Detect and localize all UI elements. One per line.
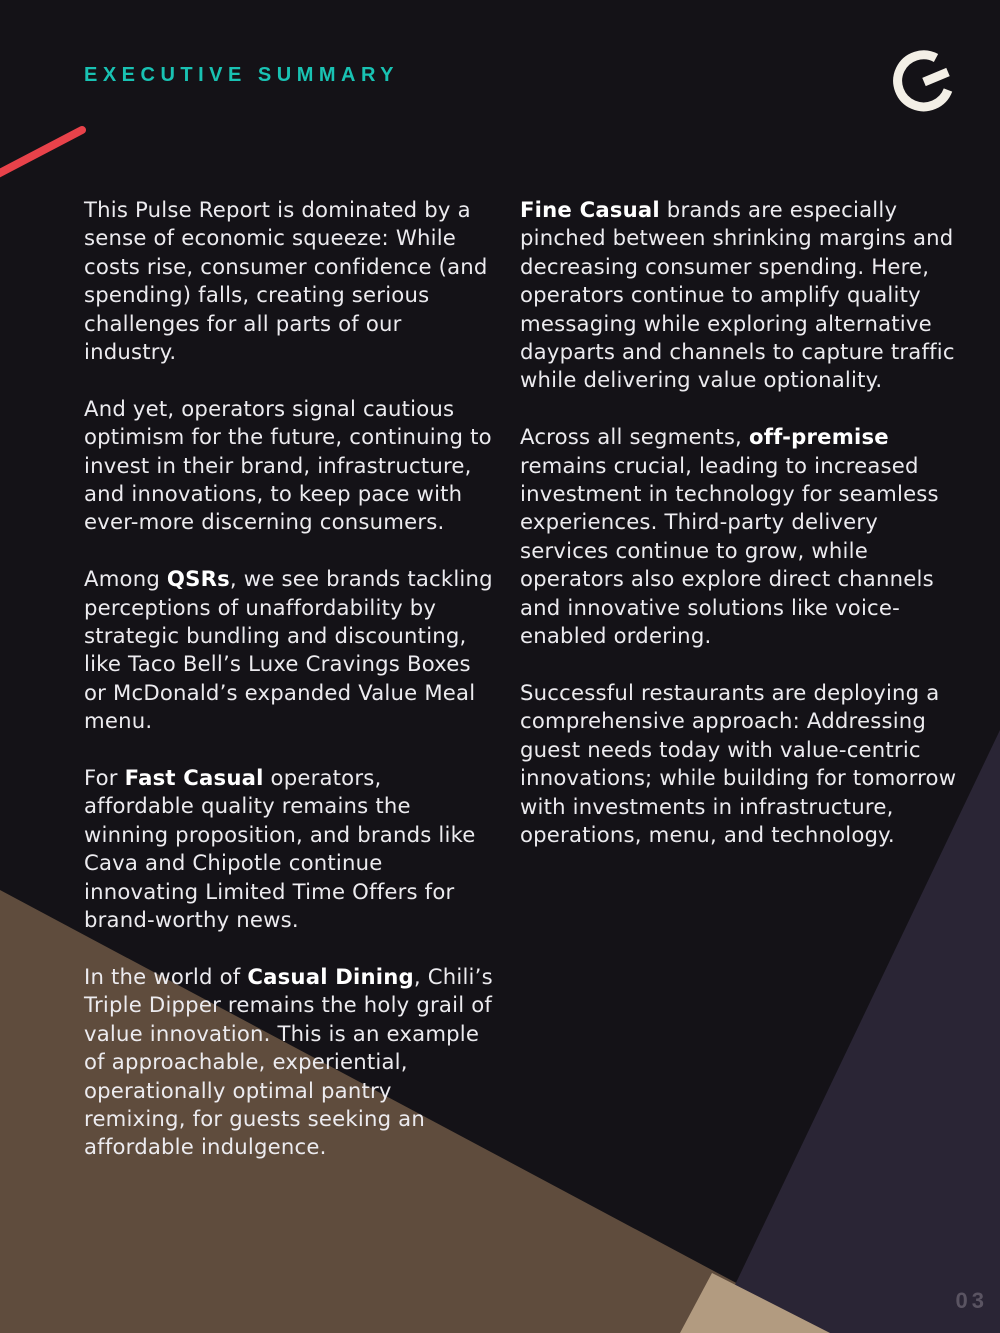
summary-paragraph <box>84 565 494 735</box>
highlighted-term: Fine Casual <box>520 197 660 222</box>
paragraph-text: For <box>84 765 125 791</box>
summary-paragraph <box>520 679 960 849</box>
paragraph-text: , we see brands tackling perceptions of unaffordability by strategic bundling and discounting, like Taco Bell’s Luxe Cravings Boxes or McDonald’s expanded Value Meal menu. <box>84 566 493 734</box>
page-number: 03 <box>955 1288 988 1313</box>
paragraph-text: And yet, operators signal cautious optimism for the future, continuing to invest in their brand, infrastructure, and innovations, to keep pace with ever-more discerning consumers. <box>84 395 492 535</box>
paragraph-text: , Chili’s Triple Dipper remains the holy grail of value innovation. This is an example of approachable, experiential, operationally optimal pantry remixing, for guests seeking an affordable indulgence. <box>84 963 493 1160</box>
highlighted-term: Fast Casual <box>124 765 264 791</box>
summary-paragraph <box>84 395 494 537</box>
summary-paragraph <box>84 963 494 1162</box>
paragraph-text: This Pulse Report is dominated by a sense of economic squeeze: While costs rise, consumer confidence (and spending) falls, creating serious challenges for all parts of our industry. <box>84 197 488 365</box>
highlighted-term: QSRs <box>166 566 230 592</box>
section-label: EXECUTIVE SUMMARY <box>84 64 400 86</box>
right-column <box>520 196 960 878</box>
paragraph-text: operators, affordable quality remains the winning proposition, and brands like Cava and Chipotle continue innovating Limited Time Offers for brand-worthy news. <box>84 765 476 933</box>
highlighted-term: off-premise <box>748 424 889 450</box>
summary-paragraph <box>520 196 960 395</box>
summary-paragraph <box>84 196 494 366</box>
paragraph-text: brands are especially pinched between shrinking margins and decreasing consumer spending. Here, operators continue to amplify quality messaging while exploring alternative dayparts and channels to capture traffic while delivering value optionality. <box>520 197 955 393</box>
left-column <box>84 196 494 1190</box>
paragraph-text: Successful restaurants are deploying a comprehensive approach: Addressing guest needs today with value-centric innovations; while building for tomorrow with investments in infrastructure, operations, menu, and technology. <box>520 679 957 847</box>
paragraph-text: In the world of <box>84 963 248 989</box>
highlighted-term: Casual Dining <box>247 963 414 989</box>
red-accent-stroke <box>0 130 82 176</box>
summary-paragraph <box>84 764 494 934</box>
paragraph-text: remains crucial, leading to increased investment in technology for seamless experiences. Third-party delivery services continue to grow, while operators also explore direct channels and innovative solutions like voice-enabled ordering. <box>520 452 939 649</box>
paragraph-text: Across all segments, <box>520 424 749 450</box>
summary-paragraph <box>520 423 960 650</box>
brand-circle-logo-icon <box>890 48 958 116</box>
paragraph-text: Among <box>84 566 167 592</box>
